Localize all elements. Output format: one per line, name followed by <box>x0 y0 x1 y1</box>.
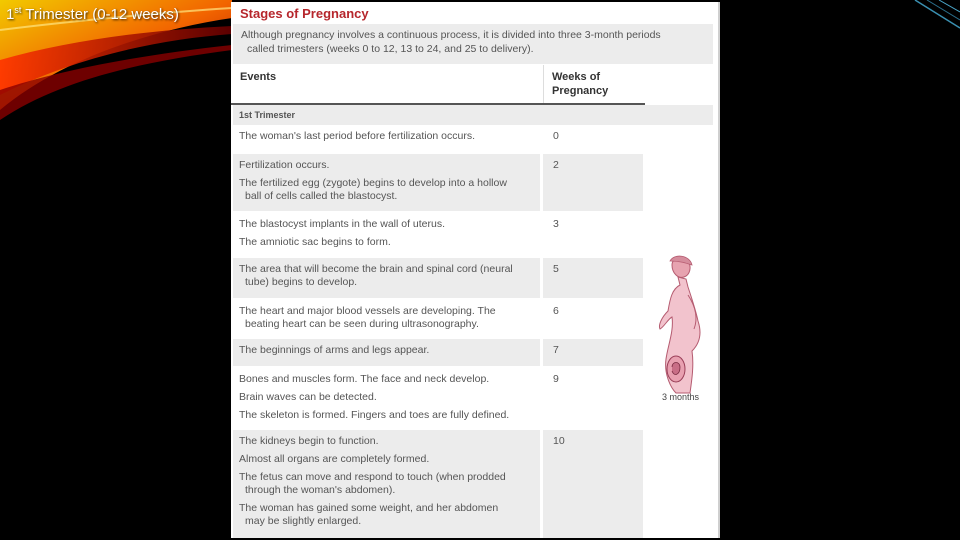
event-text: The blastocyst implants in the wall of uterus. <box>239 218 446 230</box>
column-header-events: Events <box>240 71 277 83</box>
event-cell <box>233 258 540 298</box>
event-cell <box>233 339 540 366</box>
week-cell: 5 <box>543 258 643 298</box>
event-text: Brain waves can be detected. <box>239 391 377 403</box>
event-cell <box>233 213 540 257</box>
document-panel <box>231 2 720 538</box>
event-text: The woman's last period before fertilization occurs. <box>239 130 476 142</box>
column-divider <box>543 65 544 103</box>
week-cell: 10 <box>543 430 643 538</box>
event-text: Bones and muscles form. The face and neck develop. <box>239 373 490 385</box>
table-header <box>231 65 645 105</box>
event-text: The kidneys begin to function. <box>239 435 379 447</box>
intro-paragraph: Although pregnancy involves a continuous process, it is divided into three 3-month periods called trimesters (weeks 0 to 12, 13 to 24, and 25 to delivery). <box>233 24 713 64</box>
week-cell: 6 <box>553 305 559 317</box>
week-cell: 2 <box>543 154 643 211</box>
slide-title: 1st Trimester (0-12 weeks) <box>6 5 179 23</box>
pregnant-woman-illustration <box>650 255 710 395</box>
event-cell <box>233 154 540 211</box>
document-title: Stages of Pregnancy <box>240 6 369 21</box>
event-cell <box>233 368 540 428</box>
event-text: Fertilization occurs. <box>239 159 330 171</box>
event-cell <box>233 300 540 338</box>
event-text: The woman has gained some weight, and her abdomen may be slightly enlarged. <box>239 502 499 527</box>
week-cell: 3 <box>553 218 559 230</box>
event-text: The beginnings of arms and legs appear. <box>239 344 430 356</box>
corner-decoration <box>905 0 960 30</box>
section-header-1st-trimester: 1st Trimester <box>233 105 713 125</box>
week-cell: 0 <box>553 130 559 142</box>
event-text: The heart and major blood vessels are developing. The beating heart can be seen during ultrasonography. <box>239 305 496 330</box>
figure-caption: 3 months <box>662 392 700 402</box>
event-cell <box>233 125 540 153</box>
event-text: The area that will become the brain and spinal cord (neural tube) begins to develop. <box>239 263 513 288</box>
event-text: The amniotic sac begins to form. <box>239 236 391 248</box>
column-header-weeks: Weeks of Pregnancy <box>552 71 609 97</box>
event-text: The fertilized egg (zygote) begins to develop into a hollow ball of cells called the blastocyst. <box>239 177 507 202</box>
event-text: Almost all organs are completely formed. <box>239 453 430 465</box>
week-cell: 7 <box>543 339 643 366</box>
event-cell <box>233 430 540 538</box>
week-cell: 9 <box>553 373 559 385</box>
event-text: The skeleton is formed. Fingers and toes are fully defined. <box>239 409 510 421</box>
event-text: The fetus can move and respond to touch (when prodded through the woman's abdomen). <box>239 471 506 496</box>
